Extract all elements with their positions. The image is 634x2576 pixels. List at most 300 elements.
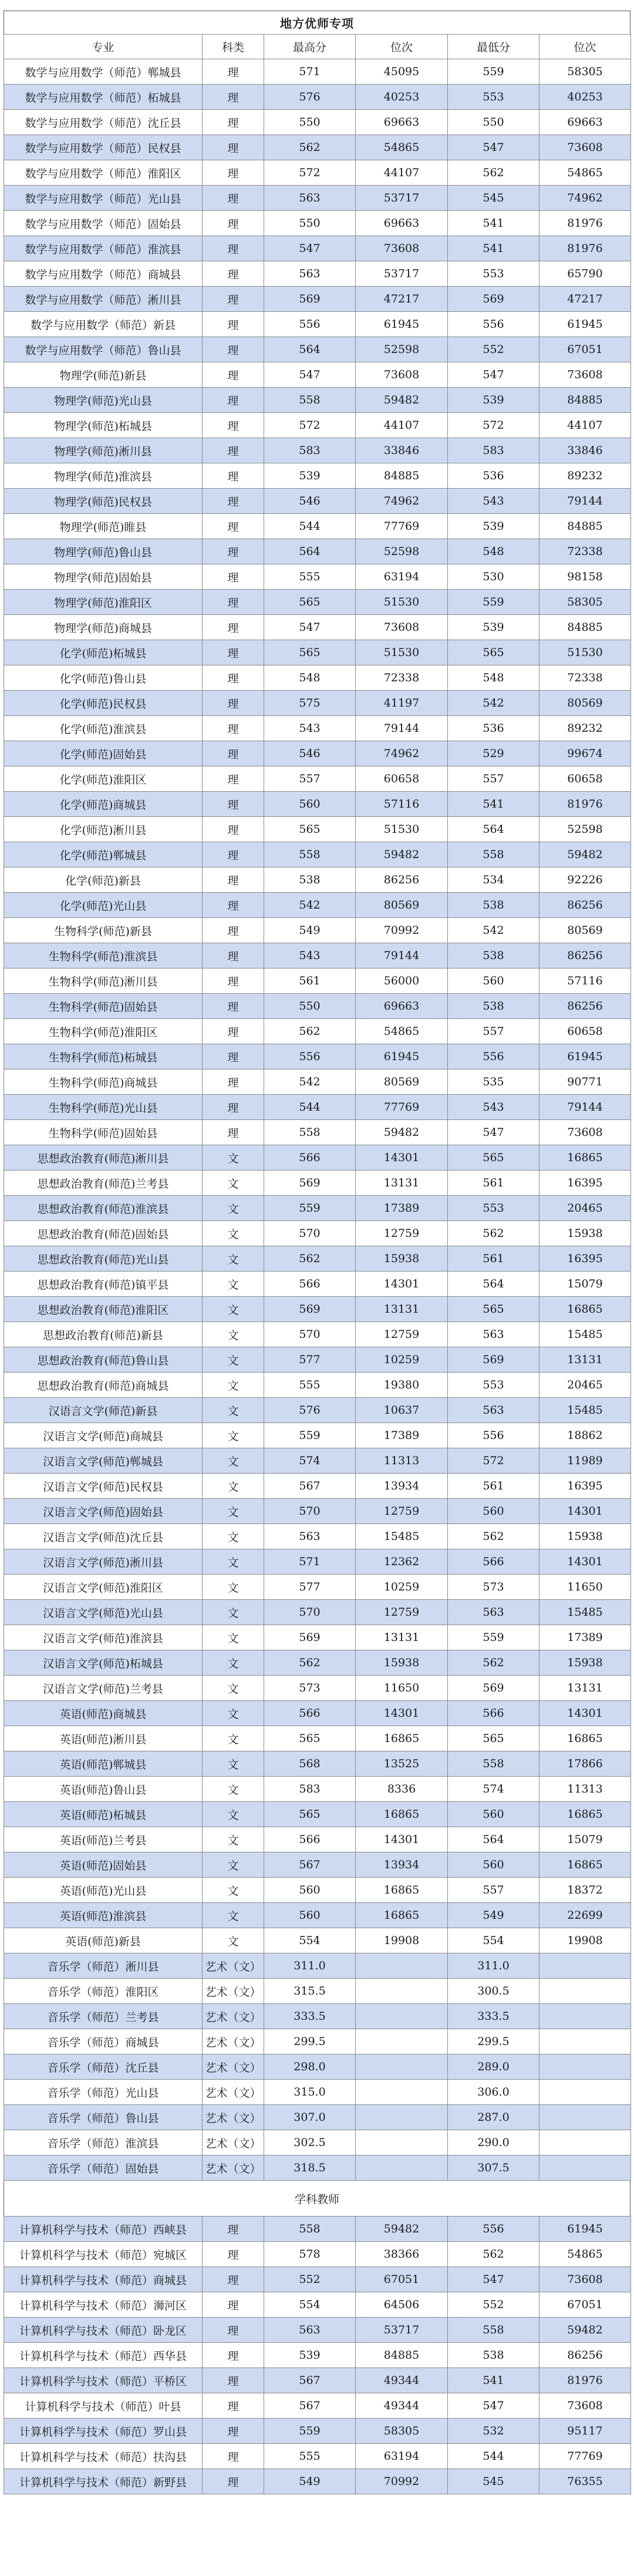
cell-max-score: 542 — [264, 1070, 356, 1095]
score-table-subject-teachers — [4, 2216, 631, 2494]
cell-min-score: 553 — [448, 261, 539, 287]
cell-max-rank: 59482 — [356, 842, 448, 867]
cell-min-score: 560 — [448, 1499, 539, 1524]
cell-min-rank: 84885 — [539, 615, 631, 640]
cell-category: 文 — [203, 1676, 264, 1701]
cell-min-rank: 17389 — [539, 1625, 631, 1650]
cell-min-rank: 80569 — [539, 691, 631, 716]
cell-max-score: 539 — [264, 463, 356, 489]
cell-max-score: 559 — [264, 2419, 356, 2444]
cell-min-score: 569 — [448, 1347, 539, 1373]
table-row — [4, 2368, 631, 2393]
cell-category: 理 — [203, 388, 264, 413]
cell-major: 思想政治教育(师范)商城县 — [4, 1373, 203, 1398]
cell-min-score: 539 — [448, 514, 539, 539]
cell-min-score: 562 — [448, 1221, 539, 1246]
cell-max-rank: 15485 — [356, 1524, 448, 1549]
table-row — [4, 867, 631, 893]
table-row — [4, 1575, 631, 1600]
cell-max-rank: 73608 — [356, 615, 448, 640]
cell-major: 生物科学(师范)淅川县 — [4, 968, 203, 994]
cell-max-rank — [356, 2080, 448, 2105]
table-row — [4, 1373, 631, 1398]
cell-max-rank: 14301 — [356, 1701, 448, 1726]
cell-min-score: 557 — [448, 1878, 539, 1903]
cell-min-rank: 16865 — [539, 1726, 631, 1751]
table-row — [4, 2318, 631, 2343]
cell-min-rank: 58305 — [539, 590, 631, 615]
cell-min-score: 561 — [448, 1246, 539, 1272]
cell-min-rank — [539, 1979, 631, 2004]
cell-max-score: 315.0 — [264, 2080, 356, 2105]
cell-category: 理 — [203, 918, 264, 943]
cell-max-score: 560 — [264, 1903, 356, 1928]
cell-min-score: 548 — [448, 539, 539, 564]
cell-category: 理 — [203, 590, 264, 615]
table-row — [4, 2444, 631, 2469]
cell-major: 生物科学(师范)固始县 — [4, 1120, 203, 1145]
cell-min-rank: 18372 — [539, 1878, 631, 1903]
cell-max-rank: 41197 — [356, 691, 448, 716]
table-row — [4, 1676, 631, 1701]
cell-min-rank: 65790 — [539, 261, 631, 287]
cell-category: 理 — [203, 842, 264, 867]
cell-category: 文 — [203, 1575, 264, 1600]
cell-major: 生物科学(师范)新县 — [4, 918, 203, 943]
cell-category: 文 — [203, 1802, 264, 1827]
cell-major: 英语(师范)淮滨县 — [4, 1903, 203, 1928]
cell-max-rank: 10259 — [356, 1575, 448, 1600]
header-max-score: 最高分 — [264, 35, 356, 59]
cell-min-rank: 84885 — [539, 514, 631, 539]
cell-max-rank: 12362 — [356, 1549, 448, 1575]
cell-min-rank: 92226 — [539, 867, 631, 893]
cell-min-score: 569 — [448, 1676, 539, 1701]
cell-min-rank: 15485 — [539, 1398, 631, 1423]
cell-max-rank — [356, 2155, 448, 2181]
cell-category: 理 — [203, 564, 264, 590]
cell-major: 思想政治教育(师范)兰考县 — [4, 1171, 203, 1196]
cell-category: 理 — [203, 2444, 264, 2469]
cell-max-score: 560 — [264, 792, 356, 817]
cell-major: 数学与应用数学（师范）民权县 — [4, 135, 203, 160]
table-row — [4, 716, 631, 741]
cell-min-score: 289.0 — [448, 2054, 539, 2080]
cell-major: 物理学(师范)睢县 — [4, 514, 203, 539]
table-row — [4, 2419, 631, 2444]
cell-major: 思想政治教育(师范)新县 — [4, 1322, 203, 1347]
cell-major: 音乐学（师范）商城县 — [4, 2029, 203, 2054]
table-row — [4, 792, 631, 817]
table-row — [4, 2469, 631, 2494]
cell-min-rank: 89232 — [539, 463, 631, 489]
table-row — [4, 2004, 631, 2029]
cell-min-rank: 86256 — [539, 2343, 631, 2368]
cell-max-score: 566 — [264, 1272, 356, 1297]
cell-major: 计算机科学与技术（师范）新野县 — [4, 2469, 203, 2494]
cell-major: 计算机科学与技术（师范）西峡县 — [4, 2217, 203, 2242]
cell-min-score: 534 — [448, 867, 539, 893]
admission-sheet — [4, 11, 630, 2494]
cell-category: 文 — [203, 1625, 264, 1650]
cell-max-score: 555 — [264, 1373, 356, 1398]
cell-major: 物理学(师范)民权县 — [4, 489, 203, 514]
table-row — [4, 1347, 631, 1373]
cell-min-score: 541 — [448, 211, 539, 236]
cell-major: 音乐学（师范）鲁山县 — [4, 2105, 203, 2130]
cell-max-score: 567 — [264, 2393, 356, 2419]
cell-min-rank — [539, 2029, 631, 2054]
cell-category: 理 — [203, 615, 264, 640]
cell-major: 数学与应用数学（师范）淅川县 — [4, 287, 203, 312]
cell-min-score: 562 — [448, 1650, 539, 1676]
cell-min-rank: 67051 — [539, 2292, 631, 2318]
cell-max-rank: 13934 — [356, 1852, 448, 1878]
cell-max-score: 546 — [264, 489, 356, 514]
cell-max-rank — [356, 2130, 448, 2155]
cell-category: 文 — [203, 1322, 264, 1347]
cell-max-score: 555 — [264, 2444, 356, 2469]
table-row — [4, 2080, 631, 2105]
cell-min-score: 547 — [448, 135, 539, 160]
cell-max-rank: 53717 — [356, 186, 448, 211]
header-min-score: 最低分 — [448, 35, 539, 59]
cell-min-rank: 13131 — [539, 1347, 631, 1373]
cell-max-rank: 14301 — [356, 1145, 448, 1171]
cell-category: 理 — [203, 968, 264, 994]
cell-max-score: 572 — [264, 160, 356, 186]
cell-category: 文 — [203, 1221, 264, 1246]
cell-category: 文 — [203, 1524, 264, 1549]
cell-major: 物理学(师范)新县 — [4, 362, 203, 388]
cell-max-score: 548 — [264, 665, 356, 691]
cell-max-score: 583 — [264, 438, 356, 463]
cell-max-rank: 84885 — [356, 463, 448, 489]
cell-min-rank: 59482 — [539, 842, 631, 867]
cell-min-rank: 79144 — [539, 489, 631, 514]
cell-min-rank: 22699 — [539, 1903, 631, 1928]
cell-max-score: 539 — [264, 2343, 356, 2368]
cell-min-score: 541 — [448, 792, 539, 817]
cell-min-score: 538 — [448, 893, 539, 918]
cell-max-score: 573 — [264, 1676, 356, 1701]
table-row — [4, 1827, 631, 1852]
cell-category: 理 — [203, 1019, 264, 1044]
cell-major: 化学(师范)鲁山县 — [4, 665, 203, 691]
cell-category: 艺术（文） — [203, 2080, 264, 2105]
cell-max-rank: 47217 — [356, 287, 448, 312]
table-row — [4, 817, 631, 842]
cell-min-rank: 14301 — [539, 1499, 631, 1524]
cell-major: 数学与应用数学（师范）柘城县 — [4, 85, 203, 110]
cell-max-rank: 70992 — [356, 918, 448, 943]
cell-min-score: 545 — [448, 186, 539, 211]
header-min-rank: 位次 — [539, 35, 631, 59]
cell-min-score: 300.5 — [448, 1979, 539, 2004]
cell-major: 化学(师范)商城县 — [4, 792, 203, 817]
cell-major: 物理学(师范)淮滨县 — [4, 463, 203, 489]
table-row — [4, 489, 631, 514]
cell-category: 艺术（文） — [203, 2029, 264, 2054]
table-row — [4, 615, 631, 640]
cell-category: 理 — [203, 287, 264, 312]
cell-max-rank: 80569 — [356, 893, 448, 918]
cell-category: 文 — [203, 1474, 264, 1499]
table-row — [4, 514, 631, 539]
table-header-row — [4, 35, 631, 59]
table-row — [4, 2242, 631, 2267]
cell-min-score: 306.0 — [448, 2080, 539, 2105]
cell-min-score: 536 — [448, 463, 539, 489]
cell-category: 文 — [203, 1600, 264, 1625]
cell-major: 汉语言文学(师范)沈丘县 — [4, 1524, 203, 1549]
cell-min-rank: 81976 — [539, 211, 631, 236]
table-row — [4, 1322, 631, 1347]
cell-max-rank: 57116 — [356, 792, 448, 817]
cell-max-rank: 44107 — [356, 160, 448, 186]
cell-major: 计算机科学与技术（师范）商城县 — [4, 2267, 203, 2292]
cell-min-rank: 14301 — [539, 1549, 631, 1575]
cell-category: 理 — [203, 59, 264, 85]
cell-major: 数学与应用数学（师范）光山县 — [4, 186, 203, 211]
cell-major: 物理学(师范)淮阳区 — [4, 590, 203, 615]
table-row — [4, 564, 631, 590]
cell-major: 汉语言文学(师范)兰考县 — [4, 1676, 203, 1701]
cell-category: 理 — [203, 741, 264, 766]
cell-min-score: 539 — [448, 388, 539, 413]
cell-min-rank — [539, 2105, 631, 2130]
cell-category: 文 — [203, 1827, 264, 1852]
cell-category: 理 — [203, 85, 264, 110]
table-row — [4, 2054, 631, 2080]
cell-major: 思想政治教育(师范)光山县 — [4, 1246, 203, 1272]
table-row — [4, 463, 631, 489]
cell-min-score: 529 — [448, 741, 539, 766]
table-row — [4, 2155, 631, 2181]
cell-category: 理 — [203, 2242, 264, 2267]
cell-max-rank: 45095 — [356, 59, 448, 85]
cell-min-rank: 60658 — [539, 1019, 631, 1044]
table-row — [4, 640, 631, 665]
cell-max-score: 563 — [264, 1524, 356, 1549]
cell-category: 艺术（文） — [203, 2004, 264, 2029]
cell-major: 汉语言文学(师范)郸城县 — [4, 1448, 203, 1474]
table-row — [4, 261, 631, 287]
table-row — [4, 1701, 631, 1726]
cell-min-rank: 73608 — [539, 1120, 631, 1145]
cell-category: 理 — [203, 337, 264, 362]
table-row — [4, 665, 631, 691]
cell-min-score: 547 — [448, 2267, 539, 2292]
cell-min-rank: 58305 — [539, 59, 631, 85]
cell-max-score: 565 — [264, 1726, 356, 1751]
cell-min-rank — [539, 2004, 631, 2029]
cell-min-score: 299.5 — [448, 2029, 539, 2054]
table-row — [4, 766, 631, 792]
cell-min-rank: 51530 — [539, 640, 631, 665]
cell-major: 汉语言文学(师范)民权县 — [4, 1474, 203, 1499]
cell-max-score: 570 — [264, 1600, 356, 1625]
table-row — [4, 1145, 631, 1171]
table-row — [4, 1625, 631, 1650]
cell-max-score: 554 — [264, 2292, 356, 2318]
cell-max-score: 550 — [264, 994, 356, 1019]
cell-category: 理 — [203, 1120, 264, 1145]
cell-min-score: 556 — [448, 312, 539, 337]
cell-major: 英语(师范)光山县 — [4, 1878, 203, 1903]
cell-max-rank: 84885 — [356, 2343, 448, 2368]
cell-max-score: 564 — [264, 539, 356, 564]
cell-min-score: 556 — [448, 2217, 539, 2242]
cell-min-rank: 16395 — [539, 1171, 631, 1196]
cell-min-rank: 67051 — [539, 337, 631, 362]
cell-max-score: 299.5 — [264, 2029, 356, 2054]
cell-max-score: 558 — [264, 1120, 356, 1145]
cell-max-rank: 12759 — [356, 1499, 448, 1524]
cell-min-score: 583 — [448, 438, 539, 463]
table-row — [4, 337, 631, 362]
cell-max-rank: 13131 — [356, 1171, 448, 1196]
cell-major: 音乐学（师范）固始县 — [4, 2155, 203, 2181]
cell-max-rank: 54865 — [356, 135, 448, 160]
table-row — [4, 1196, 631, 1221]
cell-max-score: 565 — [264, 640, 356, 665]
cell-major: 汉语言文学(师范)光山县 — [4, 1600, 203, 1625]
cell-max-rank: 77769 — [356, 1095, 448, 1120]
cell-min-score: 563 — [448, 1322, 539, 1347]
cell-max-rank: 16865 — [356, 1726, 448, 1751]
table-row — [4, 1499, 631, 1524]
table-row — [4, 1878, 631, 1903]
cell-category: 艺术（文） — [203, 2054, 264, 2080]
cell-max-score: 542 — [264, 893, 356, 918]
cell-max-rank: 49344 — [356, 2368, 448, 2393]
cell-max-score: 577 — [264, 1575, 356, 1600]
section-title: 学科教师 — [4, 2181, 630, 2216]
table-row — [4, 1171, 631, 1196]
cell-major: 数学与应用数学（师范）淮阳区 — [4, 160, 203, 186]
cell-max-rank: 61945 — [356, 312, 448, 337]
table-row — [4, 312, 631, 337]
cell-max-score: 307.0 — [264, 2105, 356, 2130]
cell-major: 化学(师范)固始县 — [4, 741, 203, 766]
table-row — [4, 590, 631, 615]
cell-category: 理 — [203, 766, 264, 792]
cell-min-rank: 73608 — [539, 362, 631, 388]
cell-max-score: 577 — [264, 1347, 356, 1373]
cell-max-rank: 15938 — [356, 1246, 448, 1272]
cell-min-score: 558 — [448, 1751, 539, 1777]
cell-max-rank: 86256 — [356, 867, 448, 893]
cell-min-score: 535 — [448, 1070, 539, 1095]
cell-max-rank: 19908 — [356, 1928, 448, 1953]
cell-max-score: 559 — [264, 1196, 356, 1221]
cell-min-score: 573 — [448, 1575, 539, 1600]
cell-max-score: 568 — [264, 1751, 356, 1777]
cell-min-score: 536 — [448, 716, 539, 741]
cell-category: 理 — [203, 362, 264, 388]
cell-min-score: 538 — [448, 2343, 539, 2368]
cell-major: 汉语言文学(师范)固始县 — [4, 1499, 203, 1524]
table-row — [4, 1044, 631, 1070]
cell-min-rank: 86256 — [539, 994, 631, 1019]
cell-category: 文 — [203, 1701, 264, 1726]
table-row — [4, 1423, 631, 1448]
table-row — [4, 2217, 631, 2242]
cell-category: 理 — [203, 867, 264, 893]
cell-min-rank: 15485 — [539, 1322, 631, 1347]
cell-max-rank: 16865 — [356, 1802, 448, 1827]
table-row — [4, 1474, 631, 1499]
table-row — [4, 968, 631, 994]
table-row — [4, 1903, 631, 1928]
cell-max-score: 566 — [264, 1145, 356, 1171]
cell-category: 文 — [203, 1272, 264, 1297]
cell-min-rank: 11313 — [539, 1777, 631, 1802]
cell-min-rank: 16395 — [539, 1246, 631, 1272]
cell-category: 文 — [203, 1726, 264, 1751]
cell-min-score: 538 — [448, 994, 539, 1019]
header-major: 专业 — [4, 35, 203, 59]
cell-category: 理 — [203, 2292, 264, 2318]
cell-min-score: 572 — [448, 1448, 539, 1474]
cell-category: 文 — [203, 1196, 264, 1221]
cell-category: 文 — [203, 1650, 264, 1676]
cell-max-score: 569 — [264, 1171, 356, 1196]
table-row — [4, 59, 631, 85]
cell-max-score: 555 — [264, 564, 356, 590]
cell-min-score: 548 — [448, 665, 539, 691]
cell-min-score: 550 — [448, 110, 539, 135]
cell-major: 音乐学（师范）兰考县 — [4, 2004, 203, 2029]
cell-min-rank: 33846 — [539, 438, 631, 463]
cell-category: 理 — [203, 792, 264, 817]
cell-category: 理 — [203, 539, 264, 564]
cell-category: 文 — [203, 1373, 264, 1398]
table-row — [4, 186, 631, 211]
cell-min-rank — [539, 2155, 631, 2181]
cell-max-rank: 53717 — [356, 2318, 448, 2343]
cell-max-rank: 70992 — [356, 2469, 448, 2494]
table-row — [4, 110, 631, 135]
cell-min-score: 547 — [448, 1120, 539, 1145]
cell-max-rank: 14301 — [356, 1827, 448, 1852]
cell-min-rank: 72338 — [539, 665, 631, 691]
cell-major: 物理学(师范)鲁山县 — [4, 539, 203, 564]
cell-max-score: 565 — [264, 590, 356, 615]
cell-major: 计算机科学与技术（师范）卧龙区 — [4, 2318, 203, 2343]
table-row — [4, 388, 631, 413]
cell-max-score: 544 — [264, 1095, 356, 1120]
table-row — [4, 893, 631, 918]
cell-max-rank: 73608 — [356, 362, 448, 388]
cell-major: 物理学(师范)柘城县 — [4, 413, 203, 438]
cell-min-rank: 16865 — [539, 1297, 631, 1322]
table-row — [4, 1095, 631, 1120]
cell-category: 理 — [203, 236, 264, 261]
table-row — [4, 918, 631, 943]
cell-max-score: 569 — [264, 1625, 356, 1650]
cell-max-score: 543 — [264, 716, 356, 741]
cell-category: 理 — [203, 463, 264, 489]
cell-max-score: 574 — [264, 1448, 356, 1474]
cell-category: 理 — [203, 994, 264, 1019]
cell-min-score: 557 — [448, 1019, 539, 1044]
cell-category: 理 — [203, 261, 264, 287]
cell-min-rank: 18862 — [539, 1423, 631, 1448]
cell-category: 艺术（文） — [203, 2155, 264, 2181]
cell-max-score: 570 — [264, 1499, 356, 1524]
